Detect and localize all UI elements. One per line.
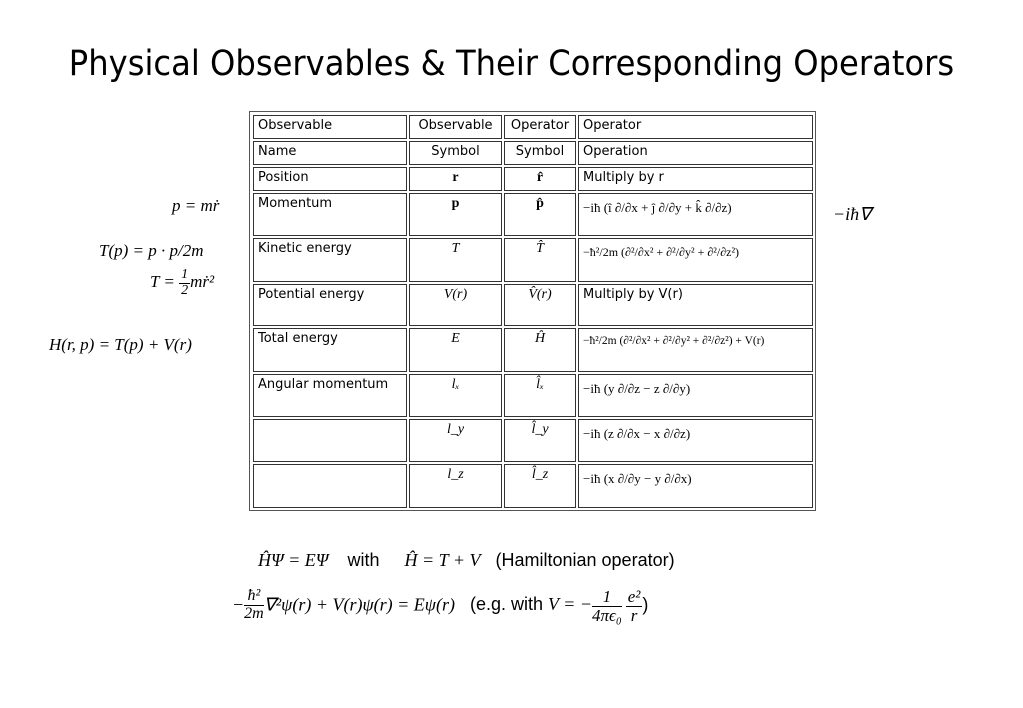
- hamiltonian-definition: Ĥ = T + V: [404, 550, 481, 570]
- header-operation: Operation: [578, 141, 813, 165]
- row-operation: Multiply by r: [578, 167, 813, 191]
- momentum-operator-note: −iħ∇: [833, 204, 872, 224]
- row-operation: −iħ (y ∂/∂z − z ∂/∂y): [578, 374, 813, 417]
- schrodinger-line: [258, 550, 675, 571]
- row-operation: −ħ²/2m (∂²/∂x² + ∂²/∂y² + ∂²/∂z²) + V(r): [578, 328, 813, 372]
- row-name: Position: [253, 167, 407, 191]
- row-symbol: E: [409, 328, 502, 372]
- row-symbol: l_z: [409, 464, 502, 508]
- row-op-symbol: l̂_z: [504, 464, 576, 508]
- row-op-symbol: Ĥ: [504, 328, 576, 372]
- kinetic-energy-equation-alt: T = $\frac{1}{2}$ mṙ²: [150, 267, 215, 298]
- header-observable-2: Observable: [409, 115, 502, 139]
- schrodinger-equation: ∇²ψ(r) + V(r)ψ(r) = Eψ(r): [263, 594, 455, 615]
- row-operation: −iħ (z ∂/∂x − x ∂/∂z): [578, 419, 813, 462]
- example-note: (e.g. with: [469, 594, 543, 615]
- header-symbol-2: Symbol: [504, 141, 576, 165]
- row-name: [253, 419, 407, 462]
- row-name: Total energy: [253, 328, 407, 372]
- page-title: Physical Observables & Their Corresponding Operators: [68, 44, 955, 84]
- row-op-symbol: r̂: [504, 167, 576, 191]
- row-symbol: l_y: [409, 419, 502, 462]
- with-label: with: [347, 550, 380, 570]
- row-name: [253, 464, 407, 508]
- row-op-symbol: T̂: [504, 238, 576, 282]
- eigen-equation: ĤΨ = EΨ: [258, 550, 329, 570]
- momentum-equation: p = mṙ: [172, 196, 220, 215]
- header-symbol: Symbol: [409, 141, 502, 165]
- coulomb-potential: V = − $\frac{1}{\text{4πϵ₀}}$ $\frac{\text{e²}}{r}$: [548, 587, 641, 625]
- kinetic-energy-equation: T(p) = p · p/2m: [99, 241, 204, 260]
- row-operation: Multiply by V(r): [578, 284, 813, 326]
- header-name: Name: [253, 141, 407, 165]
- row-operation: −ħ²/2m (∂²/∂x² + ∂²/∂y² + ∂²/∂z²): [578, 238, 813, 282]
- row-operation: −iħ (î ∂/∂x + ĵ ∂/∂y + k̂ ∂/∂z): [578, 193, 813, 236]
- header-operator: Operator: [504, 115, 576, 139]
- header-operator-2: Operator: [578, 115, 813, 139]
- row-op-symbol: V̂(r): [504, 284, 576, 326]
- row-symbol: p: [409, 193, 502, 236]
- row-operation: −iħ (x ∂/∂y − y ∂/∂x): [578, 464, 813, 508]
- row-symbol: r: [409, 167, 502, 191]
- row-symbol: V(r): [409, 284, 502, 326]
- hamiltonian-note: (Hamiltonian operator): [495, 550, 675, 570]
- row-name: Angular momentum: [253, 374, 407, 417]
- row-name: Momentum: [253, 193, 407, 236]
- row-op-symbol: l̂ₓ: [504, 374, 576, 417]
- row-op-symbol: l̂_y: [504, 419, 576, 462]
- header-observable: Observable: [253, 115, 407, 139]
- row-symbol: T: [409, 238, 502, 282]
- observables-table: [249, 111, 816, 511]
- row-name: Kinetic energy: [253, 238, 407, 282]
- row-op-symbol: p̂: [504, 193, 576, 236]
- row-name: Potential energy: [253, 284, 407, 326]
- schrodinger-equation-line: − $\frac{\text{ħ²}}{2m}$ ∇²ψ(r) + V(r)ψ(r) = Eψ(r) (e.g. with V = − $\frac{1}{\text{4πϵ₀}}$ $\frac{\text{e²}}{r}$ ): [232, 587, 649, 625]
- hamiltonian-equation: H(r, p) = T(p) + V(r): [49, 335, 192, 354]
- row-symbol: lₓ: [409, 374, 502, 417]
